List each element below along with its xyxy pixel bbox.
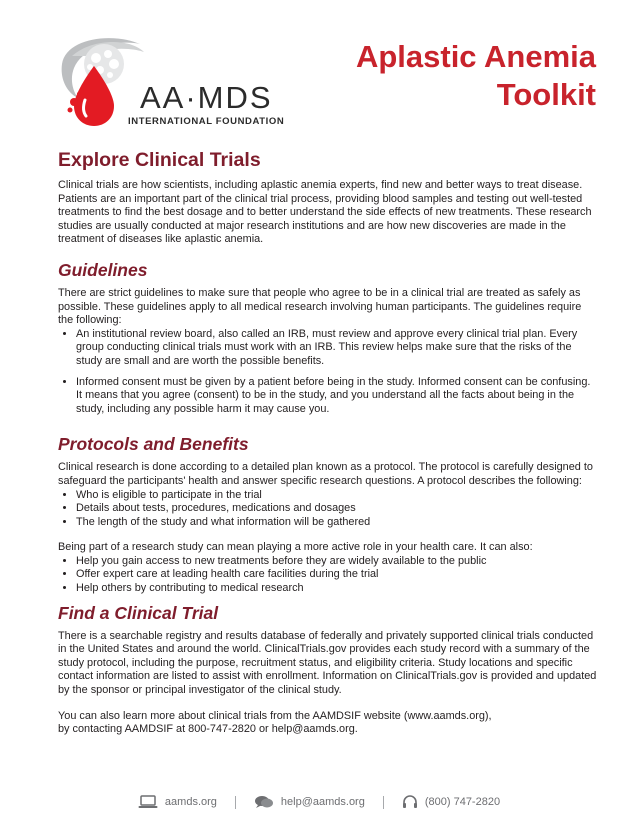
- protocols-list: [58, 489, 598, 530]
- logo-subtext: INTERNATIONAL FOUNDATION: [128, 116, 285, 127]
- footer-website[interactable]: [138, 795, 217, 809]
- main-content: [58, 148, 598, 737]
- footer-divider: [383, 796, 384, 809]
- find-trial-heading: Find a Clinical Trial: [58, 602, 219, 623]
- phone-link[interactable]: (800) 747-2820: [424, 796, 501, 808]
- protocols-intro: Clinical research is done according to a detailed plan known as a protocol. The protocol is carefully designed to safeguard the participants' health and answer specific research questions. A protocol describes the following:: [58, 461, 593, 487]
- benefits-list: [58, 555, 598, 596]
- aamds-logo: [52, 34, 297, 130]
- footer-email[interactable]: [254, 795, 365, 809]
- list-item: • Offer expert care at leading health care facilities during the trial: [76, 568, 598, 582]
- toolkit-title: [296, 38, 596, 114]
- headset-icon: [402, 794, 418, 810]
- list-item: • Who is eligible to participate in the trial: [76, 489, 598, 503]
- explore-body: Clinical trials are how scientists, including aplastic anemia experts, find new and better ways to treat disease. Patients are an important part of the clinical trial process, providing blood samples and testing out well-tested treatments to find the best dosage and to better understand the side effects of new treatments. These research studies are usually conducted at major research institutions and are how new discoveries are made in the treatment of diseases like aplastic anemia.: [58, 179, 592, 246]
- guidelines-list: [58, 328, 598, 417]
- list-item: • An institutional review board, also called an IRB, must review and approve every clinical trial plan. Every group conducting clinical trials must work with an IRB. This review helps make sure that the risks of the study are small and are worth the possible benefits.: [76, 328, 598, 369]
- list-item: • Help you gain access to new treatments before they are widely available to the public: [76, 555, 598, 569]
- footer-phone[interactable]: [402, 794, 500, 810]
- find-trial-body: There is a searchable registry and results database of federally and privately supported clinical trials conducted in the United States and around the world. ClinicalTrials.gov provides each study record with a summary of the study protocol, including the purpose, recruitment status, and eligibility criteria. Study locations and specific contact information are listed to assist with enrollment. Information on ClinicalTrials.gov is provided and updated by the sponsor or principal investigator of the clinical study.: [58, 629, 597, 697]
- guidelines-intro: There are strict guidelines to make sure that people who agree to be in a clinical trial are treated as safely as possible. These guidelines apply to all medical research involving human participants. The guidelines require the following:: [58, 286, 582, 327]
- contact-footer: [0, 792, 638, 812]
- laptop-icon: [138, 795, 158, 809]
- website-link[interactable]: aamds.org: [164, 796, 217, 808]
- guidelines-heading: Guidelines: [58, 259, 148, 280]
- footer-divider: [235, 796, 236, 809]
- toolkit-title-line1: Aplastic Anemia: [355, 39, 596, 74]
- benefits-intro: Being part of a research study can mean playing a more active role in your health care. It can also:: [58, 541, 533, 554]
- chat-icon: [254, 795, 274, 809]
- email-link[interactable]: help@aamds.org: [280, 796, 365, 808]
- protocols-heading: Protocols and Benefits: [58, 434, 249, 455]
- list-item: • The length of the study and what information will be gathered: [76, 516, 598, 530]
- explore-heading: Explore Clinical Trials: [58, 149, 261, 171]
- list-item: • Help others by contributing to medical research: [76, 582, 598, 596]
- more-info-line2: by contacting AAMDSIF at 800-747-2820 or help@aamds.org.: [58, 723, 358, 736]
- more-info-line1: You can also learn more about clinical trials from the AAMDSIF website (www.aamds.org),: [58, 709, 492, 722]
- logo-wordmark: AA·MDS: [140, 80, 273, 115]
- list-item: • Details about tests, procedures, medications and dosages: [76, 502, 598, 516]
- toolkit-title-line2: Toolkit: [496, 77, 596, 112]
- list-item: • Informed consent must be given by a patient before being in the study. Informed consent can be confusing. It means that you agree (consent) to be in the study, and you understand all the facts about being in the study, including any possible harm it may cause you.: [76, 376, 598, 417]
